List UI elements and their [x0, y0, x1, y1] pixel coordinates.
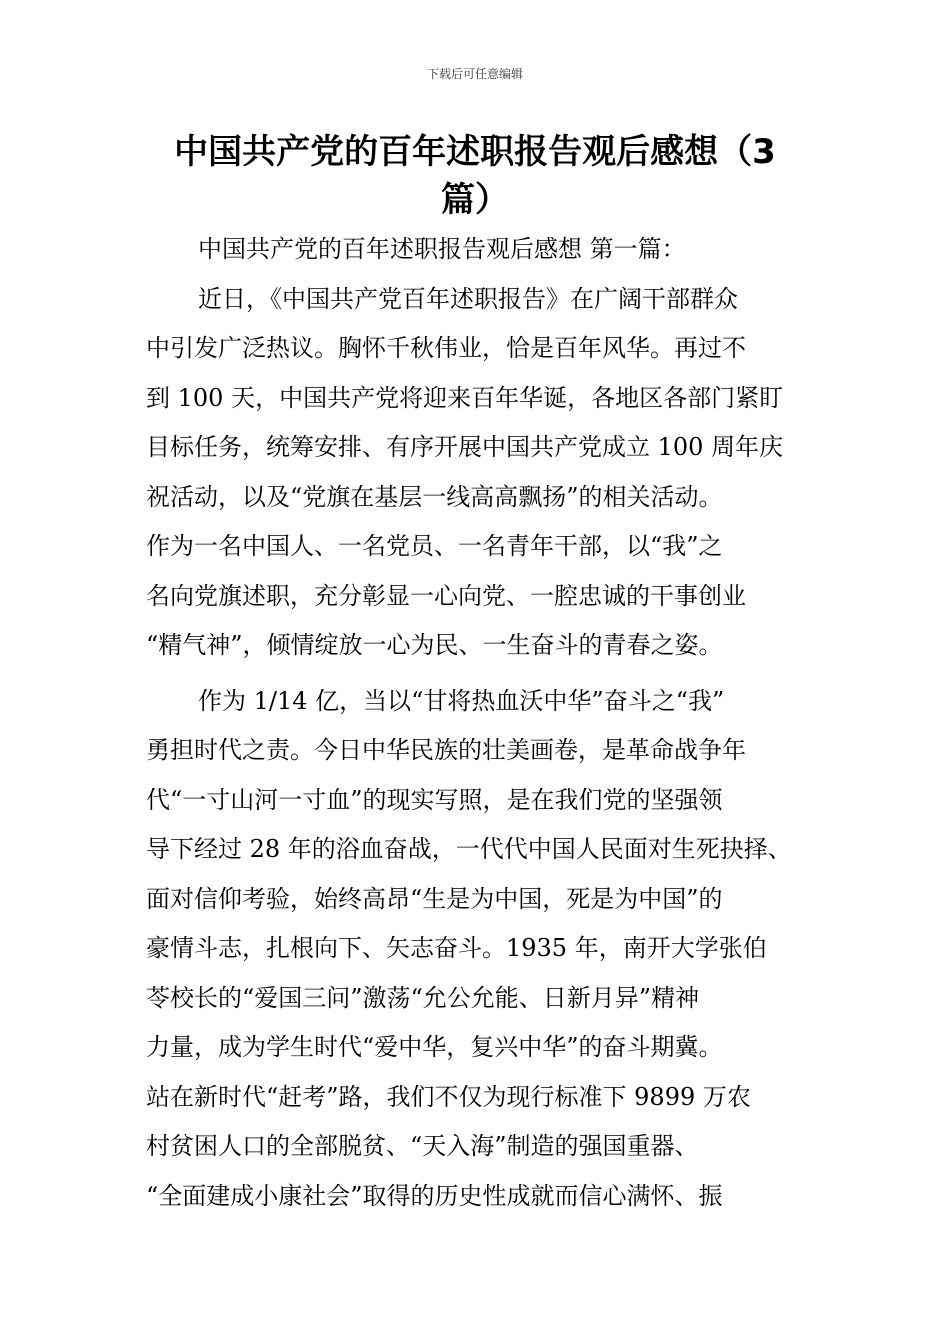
document-body: [146, 225, 812, 1221]
paragraph-line: 中引发广泛热议。胸怀千秋伟业，恰是百年风华。再过不: [146, 334, 746, 362]
title-line-1: 中国共产党的百年述职报告观后感想（3: [174, 132, 776, 172]
paragraph-line: 祝活动，以及“党旗在基层一线高高飘扬”的相关活动。: [146, 482, 723, 511]
header-note: 下载后可任意编辑: [426, 67, 523, 81]
paragraph-1: [146, 275, 812, 671]
paragraph-line: 导下经过 28 年的浴血奋战，一代代中国人民面对生死抉择、: [146, 835, 792, 863]
paragraph-line: 名向党旗述职，充分彰显一心向党、一腔忠诚的干事创业: [146, 581, 746, 610]
paragraph-line: 力量，成为学生时代“爱中华，复兴中华”的奋斗期冀。: [146, 1033, 723, 1061]
paragraph-line: 作为 1/14 亿，当以“甘将热血沃中华”奋斗之“我”: [198, 686, 725, 715]
paragraph-line: 豪情斗志，扎根向下、矢志奋斗。1935 年，南开大学张伯: [146, 934, 767, 962]
paragraph-line: 目标任务，统筹安排、有序开展中国共产党成立 100 周年庆: [146, 433, 784, 461]
paragraph-line: 到 100 天，中国共产党将迎来百年华诞，各地区各部门紧盯: [146, 383, 784, 412]
paragraph-line: 代“一寸山河一寸血”的现实写照，是在我们党的坚强领: [146, 785, 723, 814]
paragraph-line: 面对信仰考验，始终高昂“生是为中国，死是为中国”的: [146, 884, 723, 913]
paragraph-line: 站在新时代“赶考”路，我们不仅为现行标准下 9899 万农: [146, 1082, 751, 1111]
title-line-2: 篇）: [441, 180, 509, 220]
paragraph-line: 勇担时代之责。今日中华民族的壮美画卷，是革命战争年: [146, 736, 746, 764]
document-title: [148, 128, 802, 224]
paragraph-line: 近日，《中国共产党百年述职报告》在广阔干部群众: [198, 284, 738, 313]
paragraph-line: 作为一名中国人、一名党员、一名青年干部，以“我”之: [146, 532, 723, 560]
paragraph-2: [146, 677, 812, 1222]
paragraph-line: “精气神”，倾情绽放一心为民、一生奋斗的青春之姿。: [146, 631, 723, 659]
paragraph-line: “全面建成小康社会”取得的历史性成就而信心满怀、振: [146, 1181, 723, 1210]
paragraph-line: 村贫困人口的全部脱贫、“天入海”制造的强国重器、: [146, 1132, 699, 1160]
paragraph-line: 苓校长的“爱国三问”激荡“允公允能、日新月异”精神: [146, 983, 700, 1012]
section-subheading: 中国共产党的百年述职报告观后感想 第一篇：: [198, 235, 686, 263]
